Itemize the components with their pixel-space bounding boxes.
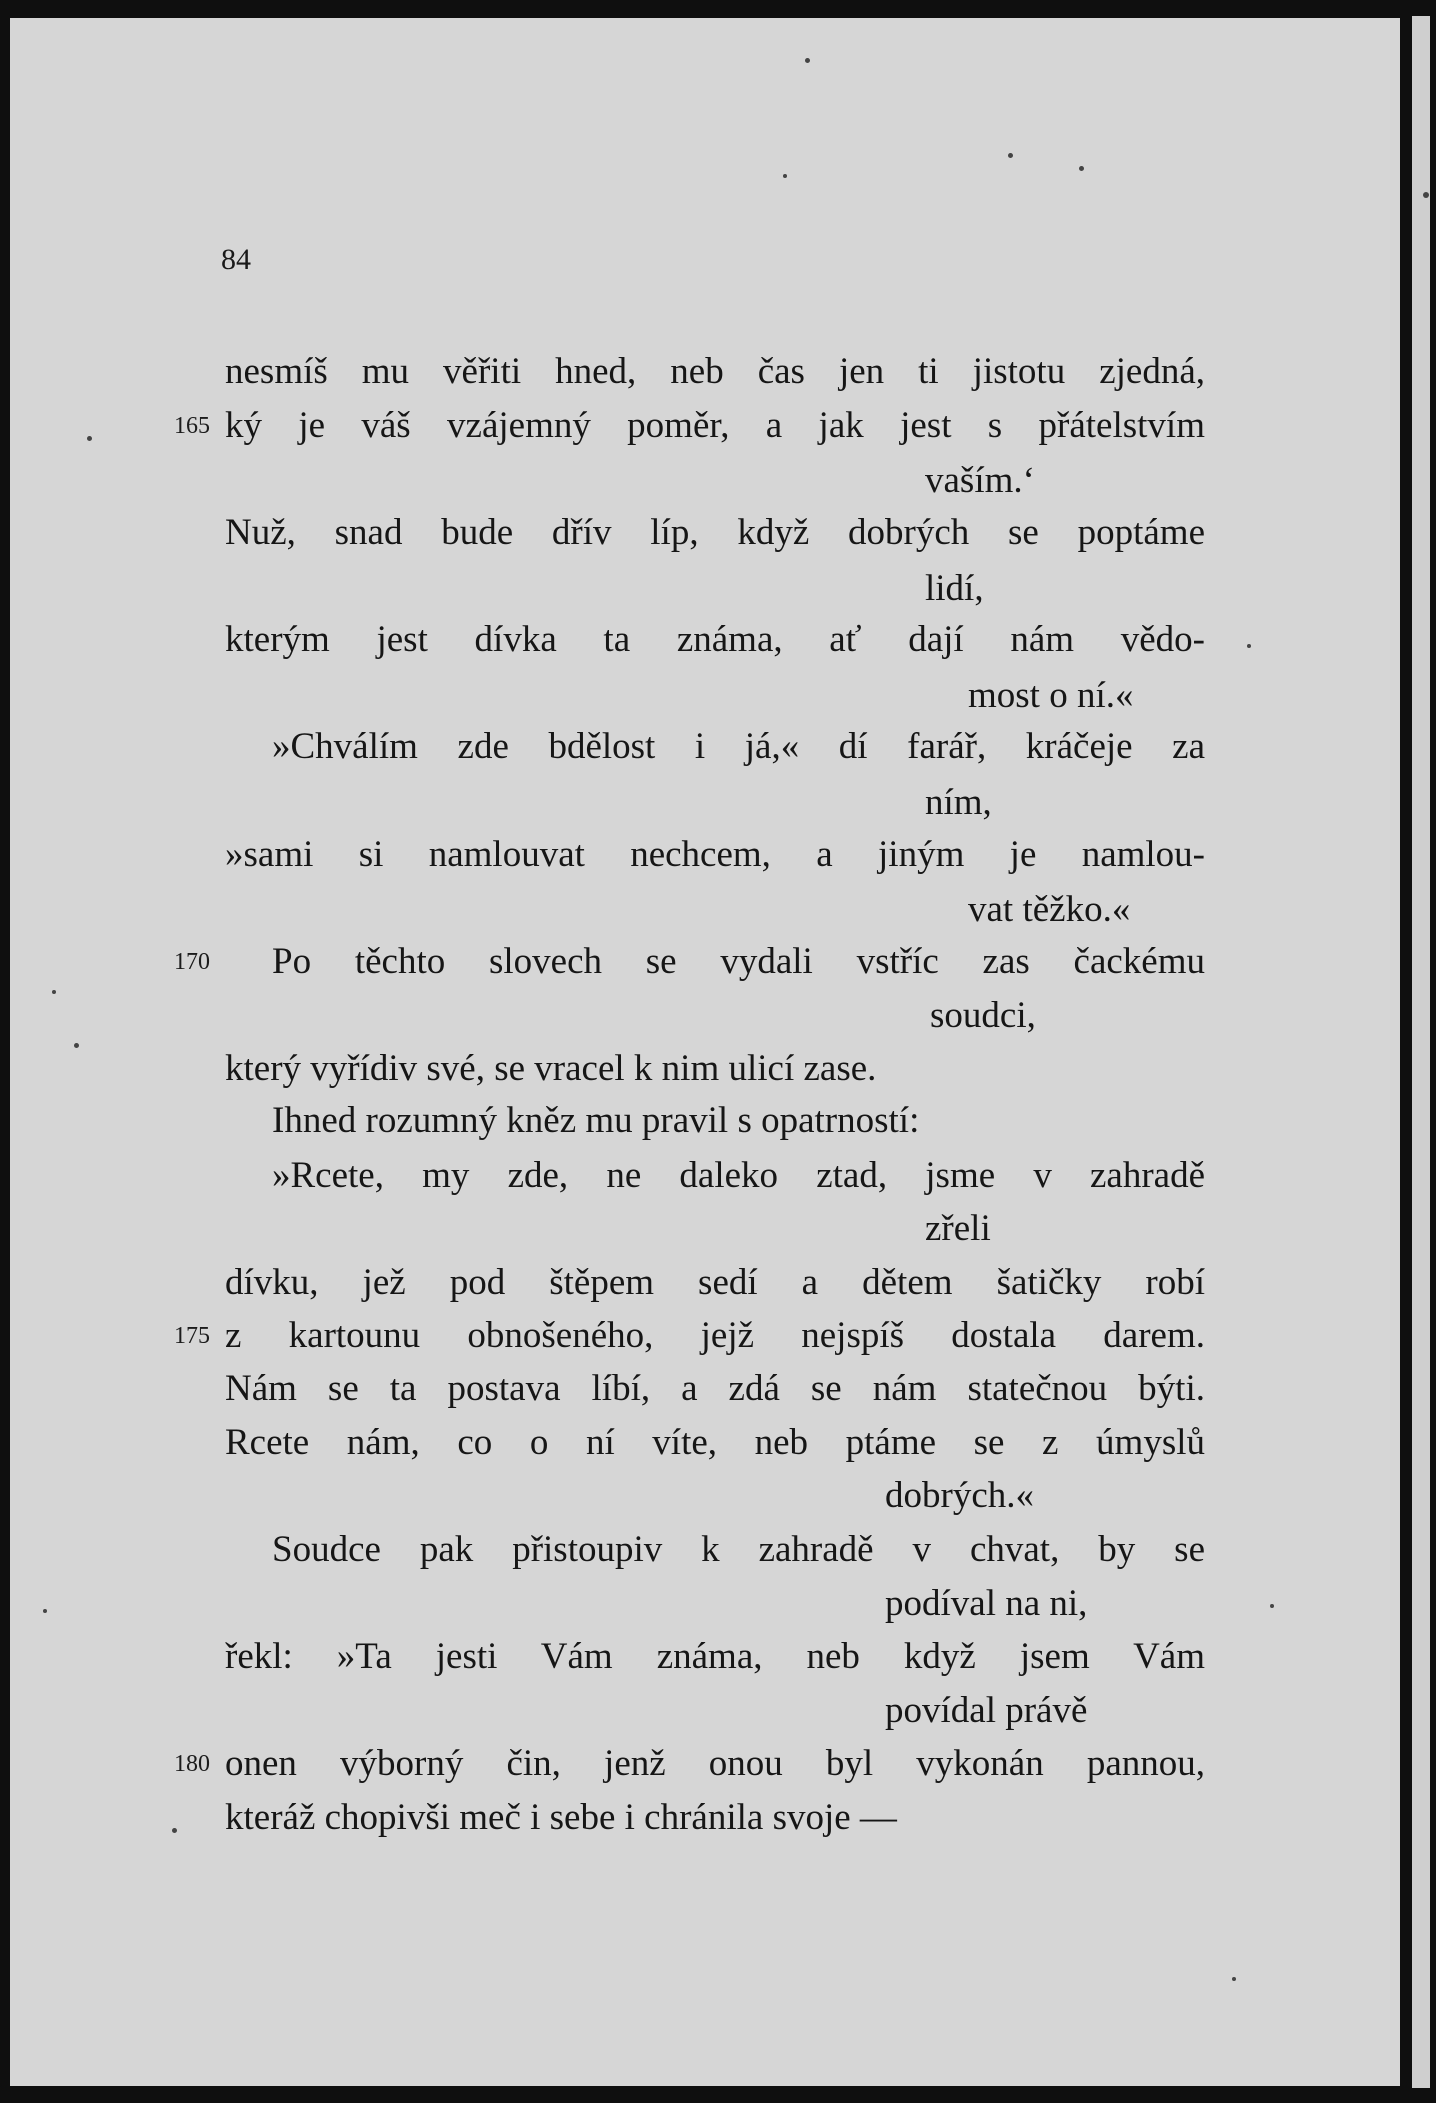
- poem-line: Ihned rozumný kněz mu pravil s opatrností:: [272, 1100, 920, 1141]
- poem-line: »sami si namlouvat nechcem, a jiným je namlou-: [225, 834, 1205, 875]
- page-number: 84: [221, 243, 251, 276]
- poem-line-continuation: podíval na ni,: [885, 1583, 1088, 1624]
- poem-line-continuation: soudci,: [930, 995, 1036, 1036]
- poem-line: kterým jest dívka ta známa, ať dají nám vědo-: [225, 619, 1205, 660]
- poem-line: který vyřídiv své, se vracel k nim ulicí zase.: [225, 1048, 877, 1089]
- print-speck: [43, 1609, 47, 1613]
- print-speck: [1247, 644, 1251, 648]
- print-speck: [1270, 1604, 1274, 1608]
- line-number: 170: [174, 949, 210, 975]
- print-speck: [74, 1043, 79, 1048]
- poem-line: »Rcete, my zde, ne daleko ztad, jsme v zahradě: [272, 1155, 1205, 1196]
- poem-line-continuation: lidí,: [925, 568, 984, 609]
- poem-line: Nuž, snad bude dřív líp, když dobrých se poptáme: [225, 512, 1205, 553]
- poem-line: Soudce pak přistoupiv k zahradě v chvat, by se: [272, 1529, 1205, 1570]
- print-speck: [1232, 1977, 1236, 1981]
- print-speck: [52, 990, 56, 994]
- poem-line: ký je váš vzájemný poměr, a jak jest s přátelstvím: [225, 405, 1205, 446]
- poem-line: z kartounu obnošeného, jejž nejspíš dostala darem.: [225, 1315, 1205, 1356]
- print-speck: [87, 436, 92, 441]
- line-number: 165: [174, 413, 210, 439]
- poem-line-continuation: ním,: [925, 782, 992, 823]
- poem-line: Rcete nám, co o ní víte, neb ptáme se z úmyslů: [225, 1422, 1205, 1463]
- poem-line-continuation: povídal právě: [885, 1690, 1088, 1731]
- poem-line: onen výborný čin, jenž onou byl vykonán pannou,: [225, 1743, 1205, 1784]
- poem-line-continuation: most o ní.«: [968, 675, 1134, 716]
- print-speck: [805, 58, 810, 63]
- print-speck: [172, 1828, 177, 1833]
- print-speck: [1079, 166, 1084, 171]
- poem-line: kteráž chopivši meč i sebe i chránila svoje —: [225, 1797, 897, 1838]
- poem-line: Po těchto slovech se vydali vstříc zas čackému: [272, 941, 1205, 982]
- print-speck: [1423, 192, 1429, 198]
- poem-line: dívku, jež pod štěpem sedí a dětem šatičky robí: [225, 1262, 1205, 1303]
- poem-line-continuation: zřeli: [925, 1208, 991, 1249]
- poem-line-continuation: dobrých.«: [885, 1475, 1034, 1516]
- line-number: 175: [174, 1323, 210, 1349]
- poem-line-continuation: vaším.‘: [925, 460, 1035, 501]
- poem-line: nesmíš mu věřiti hned, neb čas jen ti jistotu zjedná,: [225, 351, 1205, 392]
- line-number: 180: [174, 1751, 210, 1777]
- poem-line: Nám se ta postava líbí, a zdá se nám statečnou býti.: [225, 1368, 1205, 1409]
- poem-line: »Chválím zde bdělost i já,« dí farář, kráčeje za: [272, 726, 1205, 767]
- print-speck: [783, 174, 787, 178]
- poem-line-continuation: vat těžko.«: [968, 889, 1131, 930]
- print-speck: [1008, 153, 1013, 158]
- poem-line: řekl: »Ta jesti Vám známa, neb když jsem Vám: [225, 1636, 1205, 1677]
